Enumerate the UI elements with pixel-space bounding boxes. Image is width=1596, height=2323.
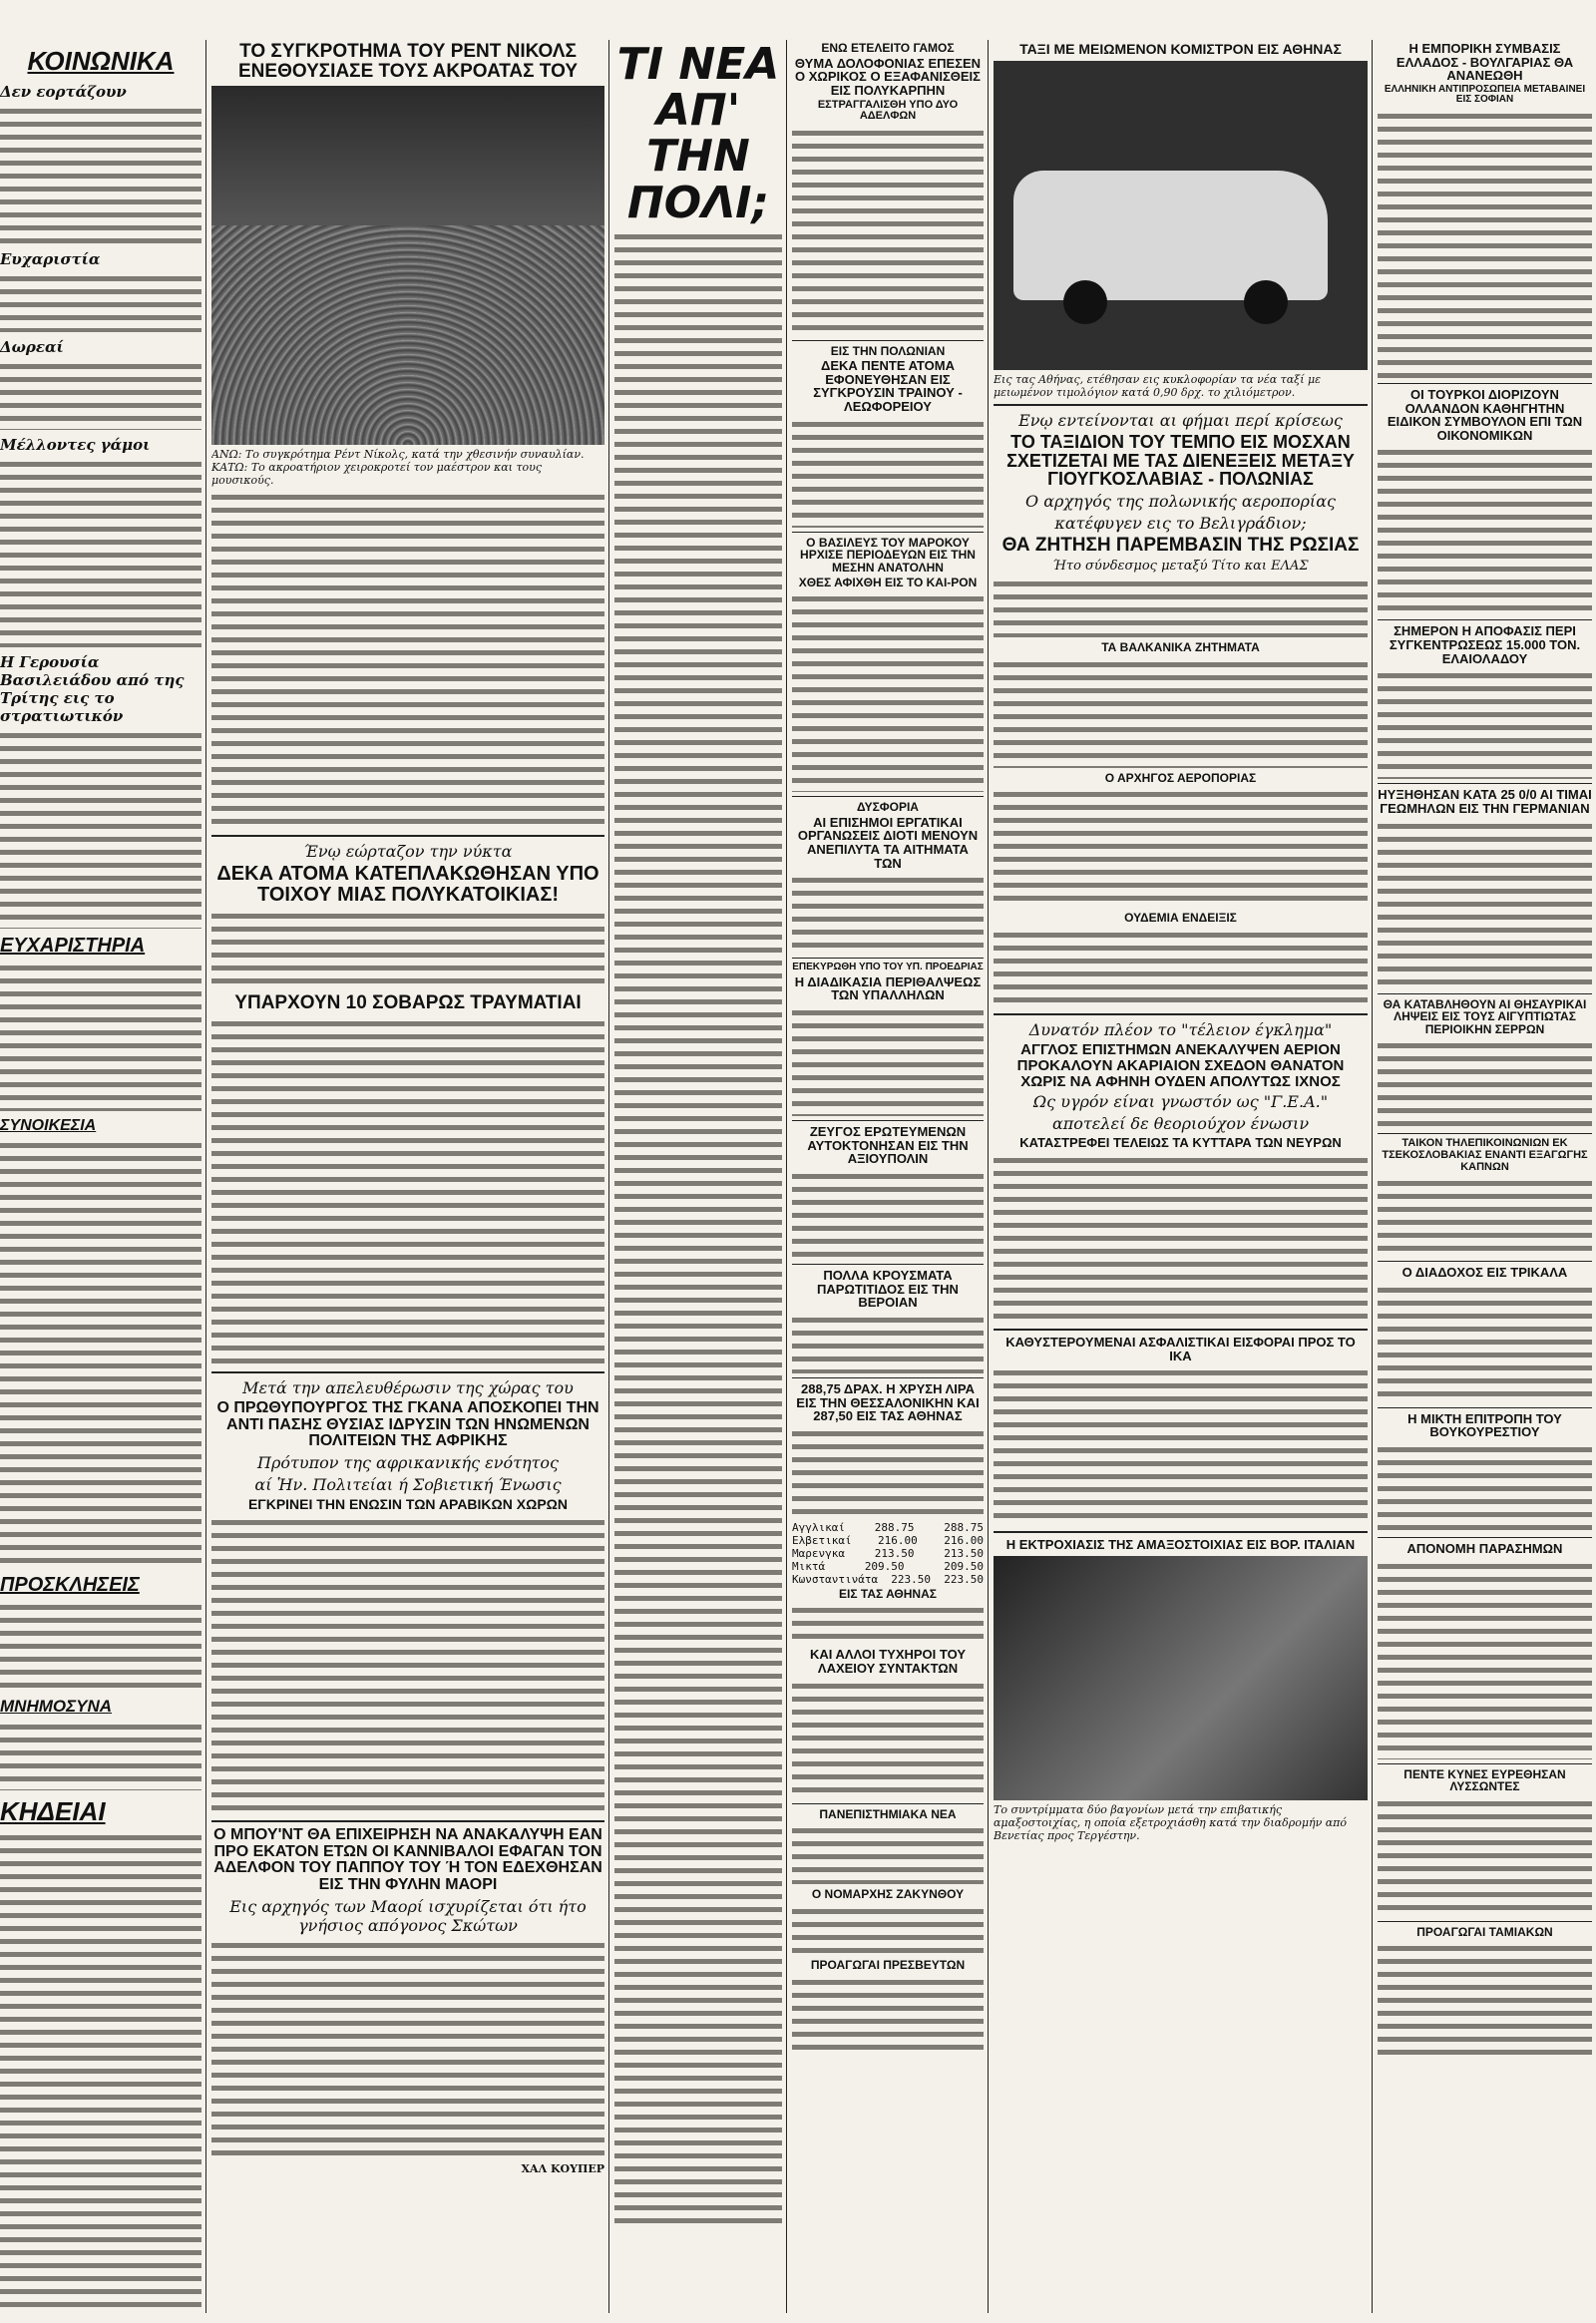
text-block [1378, 820, 1592, 989]
headline-typhoid: ΠΟΛΛΑ ΚΡΟΥΣΜΑΤΑ ΠΑΡΩΤΙΤΙΔΟΣ ΕΙΣ ΤΗΝ ΒΕΡΟΙΑΝ [817, 1268, 959, 1311]
text-block [0, 1139, 201, 1568]
headline-rent-nikols: ΤΟ ΣΥΓΚΡΟΤΗΜΑ ΤΟΥ ΡΕΝΤ ΝΙΚΟΛΣ ΕΝΕΘΟΥΣΙΑΣΕ ΤΟΥΣ ΑΚΡΟΑΤΑΣ ΤΟΥ [238, 41, 578, 82]
sub-farouk: ΧΘΕΣ ΑΦΙΧΘΗ ΕΙΣ ΤΟ ΚΑΙ-ΡΟΝ [798, 575, 978, 589]
sub-tito-4: Ήτο σύνδεσμος μεταξύ Τίτο και ΕΛΑΣ [1052, 559, 1309, 575]
gold-table-cell-sell: 223.50 [944, 1572, 984, 1586]
divider [994, 1013, 1368, 1015]
text-block [0, 272, 201, 332]
divider [1378, 783, 1592, 784]
gold-table-cell-label: Αγγλικαί [792, 1520, 845, 1534]
gamoi-heading: Μέλλοντες γάμοι [0, 436, 151, 454]
text-block [994, 788, 1368, 908]
text-block [0, 458, 201, 647]
text-block [0, 360, 201, 430]
text-block [792, 1006, 984, 1116]
left-column [0, 40, 201, 2313]
divider [1378, 1133, 1592, 1134]
headline-dogs: ΠΕΝΤΕ ΚΥΝΕΣ ΕΥΡΕΘΗΣΑΝ ΛΥΣΣΩΝΤΕΣ [1403, 1766, 1566, 1794]
text-block [792, 1824, 984, 1884]
sub-tito-3: ΘΑ ΖΗΤΗΣΗ ΠΑΡΕΜΒΑΣΙΝ ΤΗΣ ΡΩΣΙΑΣ [1001, 535, 1360, 557]
divider [1378, 993, 1592, 994]
gold-price-table [792, 1521, 984, 1586]
gold-table-cell-sell: 216.00 [944, 1533, 984, 1547]
divider [1378, 1763, 1592, 1764]
headline-gas: ΑΓΓΛΟΣ ΕΠΙΣΤΗΜΩΝ ΑΝΕΚΑΛΥΨΕΝ ΑΕΡΙΟΝ ΠΡΟΚΑΛΟΥΝ ΑΚΑΡΙΑΙΟΝ ΣΧΕΔΟΝ ΘΑΝΑΤΟΝ ΧΩΡΙΣ ΝΑ ΑΦΗΝΗ ΟΥΔΕΝ ΑΠΟΛΥΤΩΣ ΙΧΝΟΣ [1016, 1041, 1345, 1090]
headline-trade: Η ΕΜΠΟΡΙΚΗ ΣΥΜΒΑΣΙΣ ΕΛΛΑΔΟΣ - ΒΟΥΛΓΑΡΙΑΣ ΘΑ ΑΝΑΝΕΩΘΗ [1396, 41, 1574, 84]
gold-table-row [792, 1534, 984, 1547]
text-block [792, 1427, 984, 1517]
gold-table-cell-label: Κωνσταντινάτα [792, 1572, 879, 1586]
text-block [1378, 446, 1592, 615]
sect-none: ΟΥΔΕΜΙΑ ΕΝΔΕΙΞΙΣ [1124, 911, 1237, 926]
headline-lottery: ΚΑΙ ΑΛΛΟΙ ΤΥΧΗΡΟΙ ΤΟΥ ΛΑΧΕΙΟΥ ΣΥΝΤΑΚΤΩΝ [809, 1647, 967, 1677]
kicker-crisis: Ενῳ εντείνονται αι φήμαι περί κρίσεως [1018, 410, 1343, 430]
gold-table-cell-sell: 288.75 [944, 1520, 984, 1534]
sub-ghana-2: αί Ἡν. Πολιτείαι ή Σοβιετική Ένωσις [254, 1475, 562, 1495]
kicker-dysforia: ΔΥΣΦΟΡΙΑ [857, 800, 919, 815]
headline-university: ΠΑΝΕΠΙΣΤΗΜΙΑΚΑ ΝΕΑ [819, 1806, 957, 1821]
italy-caption: Το συντρίμματα δύο βαγονίων μετά την επιβατικής αμαξοστοιχίας, η οποία εξετροχιάσθη κατά την διαδρομήν από Βενετίας προς Τεργέστην. [994, 1802, 1348, 1842]
gold-table-cell-buy: 213.50 [874, 1546, 915, 1560]
text-block [994, 658, 1368, 768]
concert-photo [211, 86, 604, 445]
headline-gold: 288,75 ΔΡΑΧ. Η ΧΡΥΣΗ ΛΙΡΑ ΕΙΣ ΤΗΝ ΘΕΣΣΑΛΟΝΙΚΗΝ ΚΑΙ 287,50 ΕΙΣ ΤΑΣ ΑΘΗΝΑΣ [796, 1380, 980, 1424]
text-block [211, 1516, 604, 1815]
divider [792, 340, 984, 341]
gold-table-cell-buy: 216.00 [878, 1533, 918, 1547]
sub-village: ΕΣΤΡΑΓΓΑΛΙΣΘΗ ΥΠΟ ΔΥΟ ΑΔΕΛΦΩΝ [817, 98, 959, 123]
headline-farouk: Ο ΒΑΣΙΛΕΥΣ ΤΟΥ ΜΑΡΟΚΟΥ ΗΡΧΙΣΕ ΠΕΡΙΟΔΕΥΩΝ ΕΙΣ ΤΗΝ ΜΕΣΗΝ ΑΝΑΤΟΛΗΝ [800, 535, 976, 575]
column-rule [988, 40, 989, 2313]
gold-table-cell-sell: 209.50 [944, 1559, 984, 1573]
headline-employees: Η ΔΙΑΔΙΚΑΣΙΑ ΠΕΡΙΘΑΛΨΕΩΣ ΤΩΝ ΥΠΑΛΛΗΛΩΝ [794, 973, 982, 1003]
text-block [792, 1314, 984, 1373]
gold-table-cell-label: Μικτά [792, 1559, 826, 1573]
kicker-crime: Δυνατόν πλέον το "τέλειον έγκλημα" [1028, 1020, 1333, 1040]
sub-tito-1: Ο αρχηγός της πολωνικής αεροπορίας [1025, 492, 1336, 512]
text-block [614, 230, 782, 2225]
divider [211, 835, 604, 837]
column-2 [211, 40, 604, 2313]
divider [792, 532, 984, 533]
sect-air: Ο ΑΡΧΗΓΟΣ ΑΕΡΟΠΟΡΙΑΣ [1104, 770, 1257, 785]
text-block [1378, 1560, 1592, 1759]
headline-poli: ΤΙ ΝΕΑ ΑΠ' ΤΗΝ ΠΟΛΙ; [616, 40, 780, 228]
divider [1378, 383, 1592, 384]
text-block [792, 1905, 984, 1955]
text-block [994, 578, 1368, 637]
text-block [792, 127, 984, 336]
headline-ambassadors: ΠΡΟΑΓΩΓΑΙ ΠΡΕΣΒΕΥΤΩΝ [810, 1957, 966, 1972]
text-block [0, 1601, 201, 1691]
headline-maori: Ο ΜΠΟΥ'ΝΤ ΘΑ ΕΠΙΧΕΙΡΗΣΗ ΝΑ ΑΝΑΚΑΛΥΨΗ ΕΑΝ ΠΡΟ ΕΚΑΤΟΝ ΕΤΩΝ ΟΙ ΚΑΝΝΙΒΑΛΟΙ ΕΦΑΓΑΝ ΤΟΝ ΑΔΕΛΦΟΝ ΤΟΥ ΠΑΠΠΟΥ ΤΟΥ Ή ΤΟΝ ΕΔΕΧΘΗΣΑΝ ΕΙΣ ΤΗΝ ΦΥΛΗΝ ΜΑΟΡΙ [213, 1825, 602, 1894]
text-block [994, 929, 1368, 1008]
gold-table-cell-buy: 288.75 [874, 1520, 915, 1534]
column-4 [792, 40, 984, 2313]
headline-phone: ΤΑΙΚΟΝ ΤΗΛΕΠΙΚΟΙΝΩΝΙΩΝ ΕΚ ΤΣΕΚΟΣΛΟΒΑΚΙΑΣ ΕΝΑΝΤΙ ΕΞΑΓΩΓΗΣ ΚΑΠΝΩΝ [1382, 1137, 1588, 1173]
headline-treasurers: ΠΡΟΑΓΩΓΑΙ ΤΑΜΙΑΚΩΝ [1416, 1924, 1553, 1939]
headline-successor: Ο ΔΙΑΔΟΧΟΣ ΕΙΣ ΤΡΙΚΑΛΑ [1401, 1265, 1568, 1281]
gold-table-row [792, 1547, 984, 1560]
divider [211, 1820, 604, 1822]
text-block [211, 491, 604, 830]
sub-maori: Εις αρχηγός των Μαορί ισχυρίζεται ότι ήτο γνήσιος απόγονος Σκώτων [229, 1897, 587, 1936]
sub-gas-3: ΚΑΤΑΣΤΡΕΦΕΙ ΤΕΛΕΙΩΣ ΤΑ ΚΥΤΤΑΡΑ ΤΩΝ ΝΕΥΡΩΝ [1019, 1135, 1342, 1151]
divider [1378, 1537, 1592, 1538]
column-rule [608, 40, 609, 2313]
text-block [1378, 1942, 1592, 2062]
headline-mixed: Η ΜΙΚΤΗ ΕΠΙΤΡΟΠΗ ΤΟΥ ΒΟΥΚΟΥΡΕΣΤΙΟΥ [1407, 1410, 1562, 1440]
eucharistiria-heading: Ευχαριστία [0, 250, 101, 268]
text-block [792, 418, 984, 528]
text-block [792, 1170, 984, 1260]
headline-ghana: Ο ΠΡΩΘΥΠΟΥΡΓΟΣ ΤΗΣ ΓΚΑΝΑ ΑΠΟΣΚΟΠΕΙ ΤΗΝ ΑΝΤΙ ΠΑΣΗΣ ΘΥΣΙΑΣ ΙΔΡΥΣΙΝ ΤΩΝ ΗΝΩΜΕΝΩΝ ΠΟΛΙΤΕΙΩΝ ΤΗΣ ΑΦΡΙΚΗΣ [216, 1398, 599, 1450]
text-block [1378, 1039, 1592, 1129]
column-6 [1378, 40, 1592, 2313]
sub-gas-2: αποτελεί δε θεοριούχον ένωσιν [1051, 1114, 1310, 1134]
text-block [1378, 1177, 1592, 1257]
text-block [0, 1721, 201, 1790]
eortazoun-heading: Δεν εορτάζουν [0, 83, 127, 101]
mnhmosyna-heading: ΜΝΗΜΟΣΥΝΑ [0, 1697, 113, 1716]
text-block [1378, 110, 1592, 379]
column-5 [994, 40, 1368, 2313]
text-block [1378, 669, 1592, 779]
headline-decision: ΣΗΜΕΡΟΝ Η ΑΠΟΦΑΣΙΣ ΠΕΡΙ ΣΥΓΚΕΝΤΡΩΣΕΩΣ 15.000 ΤΟΝ. ΕΛΑΙΟΛΑΔΟΥ [1389, 623, 1581, 666]
headline-village: ΘΥΜΑ ΔΟΛΟΦΟΝΙΑΣ ΕΠΕΣΕΝ Ο ΧΩΡΙΚΟΣ Ο ΕΞΑΦΑΝΙΣΘΕΙΣ ΕΙΣ ΠΟΛΥΚΑΡΠΗΝ [794, 55, 982, 98]
headline-ika: ΚΑΘΥΣΤΕΡΟΥΜΕΝΑΙ ΑΣΦΑΛΙΣΤΙΚΑΙ ΕΙΣΦΟΡΑΙ ΠΡΟΣ ΤΟ ΙΚΑ [1005, 1334, 1356, 1363]
headline-awards: ΑΠΟΝΟΜΗ ΠΑΡΑΣΗΜΩΝ [1406, 1541, 1563, 1557]
concert-caption: ΑΝΩ: Το συγκρότημα Ρέντ Νίκολς, κατά την χθεσινήν συναυλίαν. ΚΑΤΩ: Το ακροατήριον χειροκροτεί τον μαέστρον και τους μουσικούς. [211, 447, 585, 487]
headline-nomarch: Ο ΝΟΜΑΡΧΗΣ ΖΑΚΥΝΘΟΥ [811, 1887, 965, 1902]
headline-tito: ΤΟ ΤΑΞΙΔΙΟΝ ΤΟΥ ΤΕΜΠΟ ΕΙΣ ΜΟΣΧΑΝ ΣΧΕΤΙΖΕΤΑΙ ΜΕ ΤΑΣ ΔΙΕΝΕΞΕΙΣ ΜΕΤΑΞΥ ΓΙΟΥΓΚΟΣΛΑΒΙΑΣ - ΠΟΛΩΝΙΑΣ [1006, 431, 1355, 490]
divider [792, 1803, 984, 1804]
text-block [0, 729, 201, 929]
text-block [0, 105, 201, 244]
divider [1378, 619, 1592, 620]
divider [792, 796, 984, 797]
gold-table-row [792, 1521, 984, 1534]
train-photo [994, 1556, 1368, 1800]
text-block [792, 1976, 984, 2056]
signature: ΧΑΛ ΚΟΥΠΕΡ [521, 2162, 604, 2176]
text-block [211, 910, 604, 989]
text-block [1378, 1284, 1592, 1403]
text-block [211, 1939, 604, 2158]
headline-loans: ΘΑ ΚΑΤΑΒΛΗΘΟΥΝ ΑΙ ΘΗΣΑΥΡΙΚΑΙ ΛΗΨΕΙΣ ΕΙΣ ΤΟΥΣ ΑΙΓΥΠΤΙΩΤΑΣ ΠΕΡΙΟΙΚΗΝ ΣΕΡΡΩΝ [1383, 996, 1587, 1036]
kicker-employees: ΕΠΕΚΥΡΩΘΗ ΥΠΟ ΤΟΥ ΥΠ. ΠΡΟΕΔΡΙΑΣ [792, 962, 984, 973]
taxi-photo [994, 61, 1368, 370]
divider [792, 1264, 984, 1265]
gold-table-cell-buy: 209.50 [864, 1559, 905, 1573]
headline-oil: ΟΙ ΤΟΥΡΚΟΙ ΔΙΟΡΙΖΟΥΝ ΟΛΛΑΝΔΟΝ ΚΑΘΗΓΗΤΗΝ ΕΙΔΙΚΟΝ ΣΥΜΒΟΥΛΟΝ ΕΠΙ ΤΩΝ ΟΙΚΟΝΟΜΙΚΩΝ [1387, 386, 1583, 443]
sub-ghana-1: Πρότυπον της αφρικανικής ενότητος [257, 1453, 559, 1473]
prosklhseis-heading: ΠΡΟΣΚΛΗΣΕΙΣ [0, 1574, 140, 1596]
headline-price: ΗΥΞΗΘΗΣΑΝ ΚΑΤΑ 25 0/0 ΑΙ ΤΙΜΑΙ ΓΕΩΜΗΛΩΝ ΕΙΣ ΤΗΝ ΓΕΡΜΑΝΙΑΝ [1378, 787, 1592, 817]
text-block [792, 1680, 984, 1799]
koinonika-header: ΚΟΙΝΩΝΙΚΑ [27, 46, 175, 76]
text-block [792, 592, 984, 792]
text-block [1378, 1797, 1592, 1917]
synoikesia-heading: ΣΥΝΟΙΚΕΣΙΑ [0, 1117, 97, 1134]
divider [994, 1329, 1368, 1331]
sub-injured: ΥΠΑΡΧΟΥΝ 10 ΣΟΒΑΡΩΣ ΤΡΑΥΜΑΤΙΑΙ [234, 991, 582, 1013]
text-block [994, 1154, 1368, 1324]
column-3 [614, 40, 782, 2313]
text-block [792, 874, 984, 954]
khdeiai-heading: ΚΗΔΕΙΑΙ [0, 1796, 106, 1826]
divider [792, 1120, 984, 1121]
divider [994, 404, 1368, 406]
text-block [1378, 1443, 1592, 1533]
kicker-ghana: Μετά την απελευθέρωσιν της χώρας του [242, 1377, 574, 1397]
headline-taxi: ΤΑΞΙ ΜΕ ΜΕΙΩΜΕΝΟΝ ΚΟΜΙΣΤΡΟΝ ΕΙΣ ΑΘΗΝΑΣ [1019, 41, 1342, 57]
sub-ghana-3: ΕΓΚΡΙΝΕΙ ΤΗΝ ΕΝΩΣΙΝ ΤΩΝ ΑΡΑΒΙΚΩΝ ΧΩΡΩΝ [247, 1496, 569, 1513]
sect-balkan: ΤΑ ΒΑΛΚΑΝΙΚΑ ΖΗΤΗΜΑΤΑ [1101, 640, 1260, 655]
kicker-night: Ένῳ εώρταζον την νύκτα [303, 841, 513, 861]
sub-gas-1: Ως υγρόν είναι γνωστόν ως "Γ.Ε.Α." [1032, 1092, 1329, 1112]
eucharistiria-box-heading: ΕΥΧΑΡΙΣΤΗΡΙΑ [0, 935, 146, 957]
divider [211, 1371, 604, 1373]
divider [1378, 1407, 1592, 1408]
kicker-wedding: ΕΝΩ ΕΤΕΛΕΙΤΟ ΓΑΜΟΣ [821, 41, 955, 55]
taxi-caption: Εις τας Αθήνας, ετέθησαν εις κυκλοφορίαν τα νέα ταξί με μειωμένον τιμολόγιον κατά 0,90 δρχ. το χιλιόμετρον. [994, 372, 1322, 399]
text-block [0, 1831, 201, 2313]
sub-trade: ΕΛΛΗΝΙΚΗ ΑΝΤΙΠΡΟΣΩΠΕΙΑ ΜΕΤΑΒΑΙΝΕΙ ΕΙΣ ΣΟΦΙΑΝ [1384, 83, 1586, 106]
divider [792, 1377, 984, 1378]
headline-building: ΔΕΚΑ ΑΤΟΜΑ ΚΑΤΕΠΛΑΚΩΘΗΣΑΝ ΥΠΟ ΤΟΙΧΟΥ ΜΙΑΣ ΠΟΛΥΚΑΤΟΙΚΙΑΣ! [216, 862, 599, 906]
divider [994, 1531, 1368, 1533]
divider [1378, 1261, 1592, 1262]
column-rule [205, 40, 206, 2313]
gold-table-row [792, 1560, 984, 1573]
headline-train: ΔΕΚΑ ΠΕΝΤΕ ΑΤΟΜΑ ΕΦΟΝΕΥΘΗΣΑΝ ΕΙΣ ΣΥΓΚΡΟΥΣΙΝ ΤΡΑΙΝΟΥ - ΛΕΩΦΟΡΕΙΟΥ [813, 358, 963, 415]
divider [792, 958, 984, 959]
gold-table-cell-buy: 223.50 [891, 1572, 932, 1586]
gold-table-cell-sell: 213.50 [944, 1546, 984, 1560]
dorea-heading: Δωρεαί [0, 338, 64, 356]
gold-table-cell-label: Ελβετικαί [792, 1533, 852, 1547]
headline-italy: Η ΕΚΤΡΟΧΙΑΣΙΣ ΤΗΣ ΑΜΑΞΟΣΤΟΙΧΙΑΣ ΕΙΣ ΒΟΡ. ΙΤΑΛΙΑΝ [1005, 1537, 1356, 1553]
kicker-poland: ΕΙΣ ΤΗΝ ΠΟΛΩΝΙΑΝ [830, 343, 946, 358]
basileiadou-heading: Η Γερουσία Βασιλειάδου από της Τρίτης εις το στρατιωτικόν [0, 653, 185, 725]
gold-table-row [792, 1573, 984, 1586]
column-rule [1372, 40, 1373, 2313]
divider [1378, 1921, 1592, 1922]
sub-tito-2: κατέφυγεν εις το Βελιγράδιον; [1054, 514, 1307, 534]
column-rule [786, 40, 787, 2313]
headline-couple: ΖΕΥΓΟΣ ΕΡΩΤΕΥΜΕΝΩΝ ΑΥΤΟΚΤΟΝΗΣΑΝ ΕΙΣ ΤΗΝ ΑΞΙΟΥΠΟΛΙΝ [807, 1124, 969, 1167]
headline-workers: ΑΙ ΕΠΙΣΗΜΟΙ ΕΡΓΑΤΙΚΑΙ ΟΡΓΑΝΩΣΕΙΣ ΔΙΟΤΙ ΜΕΝΟΥΝ ΑΝΕΠΙΛΥΤΑ ΤΑ ΑΙΤΗΜΑΤΑ ΤΩΝ [797, 814, 979, 871]
kicker-athens: ΕΙΣ ΤΑΣ ΑΘΗΝΑΣ [839, 1586, 937, 1601]
gold-table-cell-label: Μαρενγκα [792, 1546, 845, 1560]
text-block [211, 1017, 604, 1366]
text-block [994, 1366, 1368, 1526]
text-block [0, 962, 201, 1111]
text-block [792, 1604, 984, 1644]
